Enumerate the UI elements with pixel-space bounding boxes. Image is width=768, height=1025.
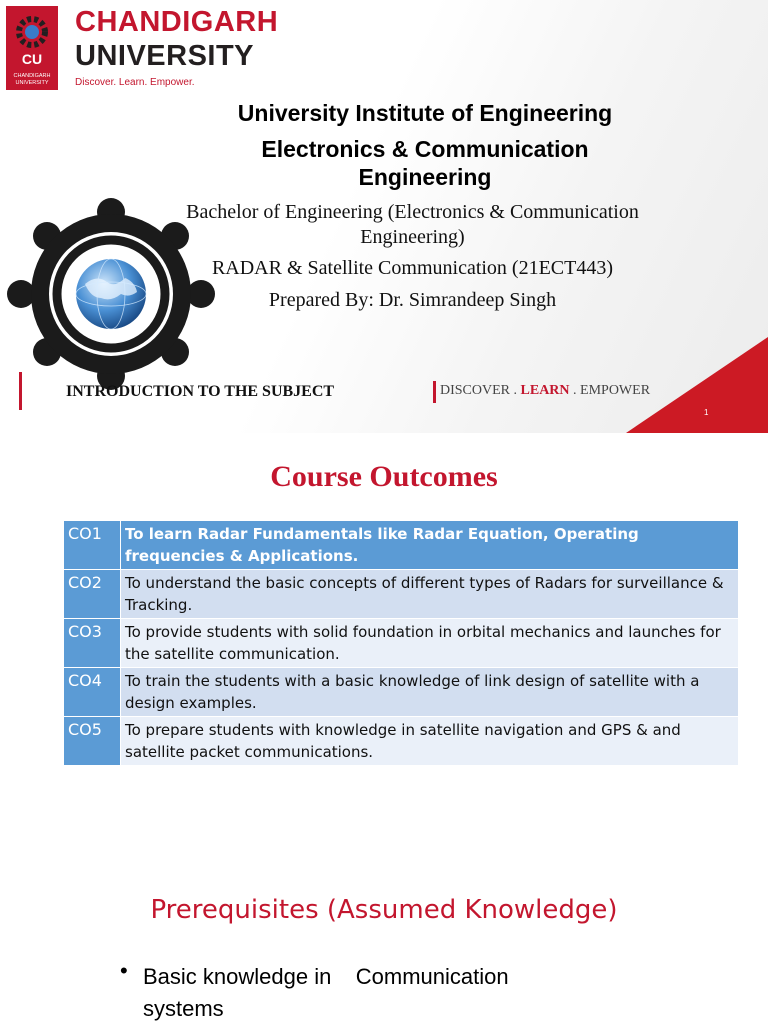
program-line2: Engineering) [360,226,465,248]
cu-logo [6,6,58,90]
brand-name-line1: CHANDIGARH [75,6,279,38]
brand-name-line2: UNIVERSITY [75,40,255,72]
logo-subtext-1: CHANDIGARH [13,73,51,79]
brand-tagline: Discover. Learn. Empower. [75,77,195,88]
outcome-text: To train the students with a basic knowledge of link design of satellite with a design examples. [121,668,739,717]
intro-label: INTRODUCTION TO THE SUBJECT [66,383,335,400]
outcome-text: To understand the basic concepts of different types of Radars for surveillance & Tracking. [121,570,739,619]
title-slide [0,0,768,433]
discover-learn-empower [440,383,650,399]
course-name: RADAR & Satellite Communication (21ECT443) [211,257,614,279]
prerequisites-title: Prerequisites (Assumed Knowledge) [150,895,618,925]
table-row [64,619,739,668]
department-heading-line1: Electronics & Communication [261,136,589,162]
table-row [64,668,739,717]
outcome-text: To prepare students with knowledge in satellite navigation and GPS & and satellite packet communications. [121,717,739,766]
course-outcomes-title: Course Outcomes [270,460,498,493]
outcome-code: CO1 [64,521,121,570]
course-outcomes-table [63,520,739,766]
outcome-code: CO4 [64,668,121,717]
outcome-text: To provide students with solid foundation in orbital mechanics and launches for the satellite communication. [121,619,739,668]
program-line1: Bachelor of Engineering (Electronics & Communication [186,201,639,223]
prepared-by: Prepared By: Dr. Simrandeep Singh [268,289,557,311]
outcome-code: CO3 [64,619,121,668]
outcome-text: To learn Radar Fundamentals like Radar Equation, Operating frequencies & Applications. [121,521,739,570]
prerequisite-item: Basic knowledge in Communication systems [143,964,515,1021]
institute-heading: University Institute of Engineering [237,100,613,126]
table-row [64,570,739,619]
table-row [64,521,739,570]
department-heading-line2: Engineering [358,164,492,190]
discover-accent-bar [433,381,436,403]
discover-word: DISCOVER . [440,383,521,398]
logo-text: CU [21,51,43,67]
bullet-icon: • [120,958,128,983]
empower-word: . EMPOWER [569,383,651,398]
intro-accent-bar [19,372,22,410]
outcome-code: CO5 [64,717,121,766]
learn-word: LEARN [520,383,570,398]
logo-subtext-2: UNIVERSITY [15,80,49,86]
page-number: 1 [704,408,709,417]
outcome-code: CO2 [64,570,121,619]
table-row [64,717,739,766]
